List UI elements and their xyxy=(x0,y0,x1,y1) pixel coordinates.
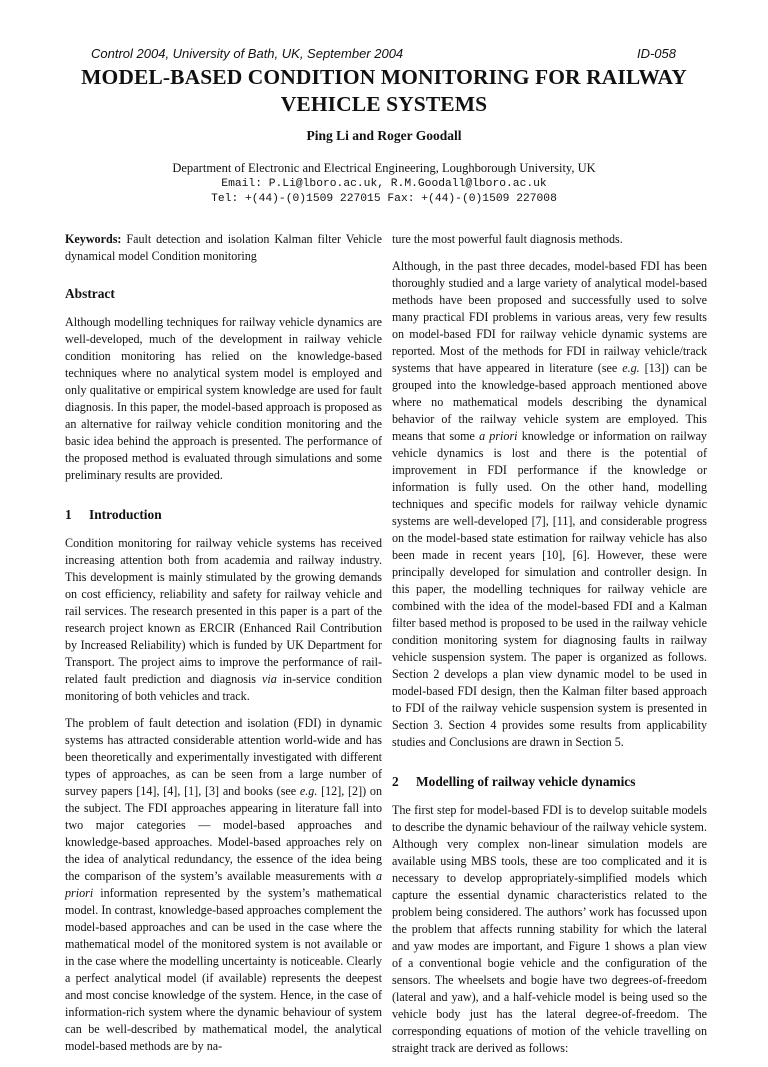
paper-title: MODEL-BASED CONDITION MONITORING FOR RAILWAY VEHICLE SYSTEMS xyxy=(81,65,687,116)
text-run: The problem of fault detection and isolation (FDI) in dynamic systems has attracted considerable attention world-wide and has been theoretically and experimentally investigated with different types of approaches, as can be seen from a large number of survey papers [14], [4], [1], [3] and books (see xyxy=(65,716,382,798)
authors: Ping Li and Roger Goodall xyxy=(306,128,462,143)
section2-number: 2 xyxy=(392,774,399,789)
intro-paragraph-3 xyxy=(392,258,707,751)
text-run: Condition monitoring for railway vehicle systems has received increasing attention both from academia and railway industry. This development is mainly stimulated by the growing demands on cost efficiency, reliability and safety for railway vehicle and rail services. The research presented in this paper is a part of the research project known as ERCIR (Enhanced Rail Contribution by Increased Reliability) which is funded by UK Department for Transport. The project aims to improve the performance of rail-related fault prediction and diagnosis xyxy=(65,536,382,686)
section2-title: Modelling of railway vehicle dynamics xyxy=(416,774,636,789)
conference-line: Control 2004, University of Bath, UK, September 2004 xyxy=(91,46,404,61)
keywords-label: Keywords: xyxy=(65,232,122,246)
text-run: via xyxy=(261,672,277,686)
keywords-text: Fault detection and isolation Kalman filter Vehicle dynamical model Condition monitoring xyxy=(65,232,382,263)
intro-paragraph-2 xyxy=(65,715,382,1055)
running-header xyxy=(91,46,676,62)
text-run: e.g. xyxy=(622,361,640,375)
abstract-heading: Abstract xyxy=(65,286,115,301)
intro-paragraph-continued: ture the most powerful fault diagnosis methods. xyxy=(392,232,623,246)
right-column xyxy=(392,231,707,1067)
abstract-text: Although modelling techniques for railway vehicle dynamics are well-developed, much of the development in railway vehicle condition monitoring has relied on the knowledge-based techniques where no analytical system model is employed and only qualitative or empirical system knowledge are used for fault diagnosis. In this paper, the model-based approach is proposed as an alternative for railway vehicle condition monitoring and the basic idea behind the approach is presented. The performance of the proposed method is evaluated through simulations and some preliminary results are provided. xyxy=(65,315,382,482)
paper-id: ID-058 xyxy=(636,46,676,61)
text-run: [13]) can be grouped into the knowledge-based approach mentioned above where no mathematical models describing the dynamical behavior of the railway vehicle system are employed. This means that some xyxy=(392,361,707,443)
text-run: knowledge or information on railway vehicle dynamics is lost and there is the potential of improvement in FDI performance if the knowledge or information is fully used. On the other hand, modelling techniques and specific models for railway vehicle dynamic systems are well-developed [7], [11], and considerable progress on the model-based state estimation for railway vehicle has also been made in recent years [10], [6]. However, these were principally developed for simulation and controller design. In this paper, the modelling techniques for railway vehicle are combined with the idea of the model-based FDI and a Kalman filter based method is proposed to be used in the railway vehicle condition monitoring system for diagnosing faults in railway vehicle suspension system. The paper is organized as follows. Section 2 develops a plan view dynamic model to be used in model-based FDI design, then the Kalman filter based approach to FDI of the railway vehicle suspension system is presented in Section 3. Section 4 provides some results from applicability studies and Conclusions are drawn in Section 5. xyxy=(392,429,707,749)
affiliation: Department of Electronic and Electrical Engineering, Loughborough University, UK xyxy=(172,161,596,175)
text-run: e.g. xyxy=(299,784,318,798)
tel-fax-line: Tel: +(44)-(0)1509 227015 Fax: +(44)-(0)1509 227008 xyxy=(211,193,557,205)
text-run: in-service condition monitoring of both vehicles and track. xyxy=(65,672,382,703)
section2-paragraph: The first step for model-based FDI is to develop suitable models to describe the dynamic behaviour of the railway vehicle system. Although very complex non-linear simulation models are available using MBS tools, these are too complicated and it is necessary to develop appropriately-simplified models which capture the essential dynamic characteristics related to the problem being considered. The authors’ work has focussed upon the problem that affects running stability for which the lateral and yaw modes are important, and Figure 1 shows a plan view of a conventional bogie vehicle and the configuration of the sensors. The wheelsets and bogie have two degrees-of-freedom (lateral and yaw), and a half-vehicle model is being used so the vehicle body just has the lateral degree-of-freedom. The corresponding equations of motion of the vehicle travelling on straight track are derived as follows: xyxy=(392,803,707,1055)
intro-section-number: 1 xyxy=(65,507,72,522)
text-run: information represented by the system’s mathematical model. In contrast, knowledge-based approaches complement the model-based approaches and can be used in the case where the mathematical model of the monitored system is not available or in the case where the modelling uncertainty is noticeable. Clearly a perfect analytical model (if available) represents the deepest and most concise knowledge of the system. Hence, in the case of information-rich system where the dynamic behaviour of system can be well-described by mathematical model, the analytical model-based methods are by na- xyxy=(65,886,382,1053)
text-run: Although, in the past three decades, model-based FDI has been thoroughly studied and a large variety of analytical model-based methods have been proposed and successfully used to solve many practical FDI problems in various areas, very few results on model-based FDI for railway vehicle dynamic systems are reported. Most of the methods for FDI in railway vehicle/track systems that have appeared in literature (see xyxy=(392,259,707,375)
email-line: Email: P.Li@lboro.ac.uk, R.M.Goodall@lboro.ac.uk xyxy=(221,178,547,190)
text-run: [12], [2]) on the subject. The FDI approaches appearing in literature fall into two major categories — model-based approaches and knowledge-based approaches. Model-based approaches rely on the idea of analytical redundancy, the essence of the idea being the comparison of the system’s available measurements with xyxy=(65,784,382,883)
text-run: a priori xyxy=(65,869,382,900)
section2-heading xyxy=(392,773,707,790)
left-column xyxy=(65,231,382,1065)
intro-paragraph-1 xyxy=(65,535,382,705)
intro-heading xyxy=(65,506,382,523)
keywords xyxy=(65,231,382,265)
text-run: a priori xyxy=(479,429,518,443)
intro-section-title: Introduction xyxy=(89,507,162,522)
